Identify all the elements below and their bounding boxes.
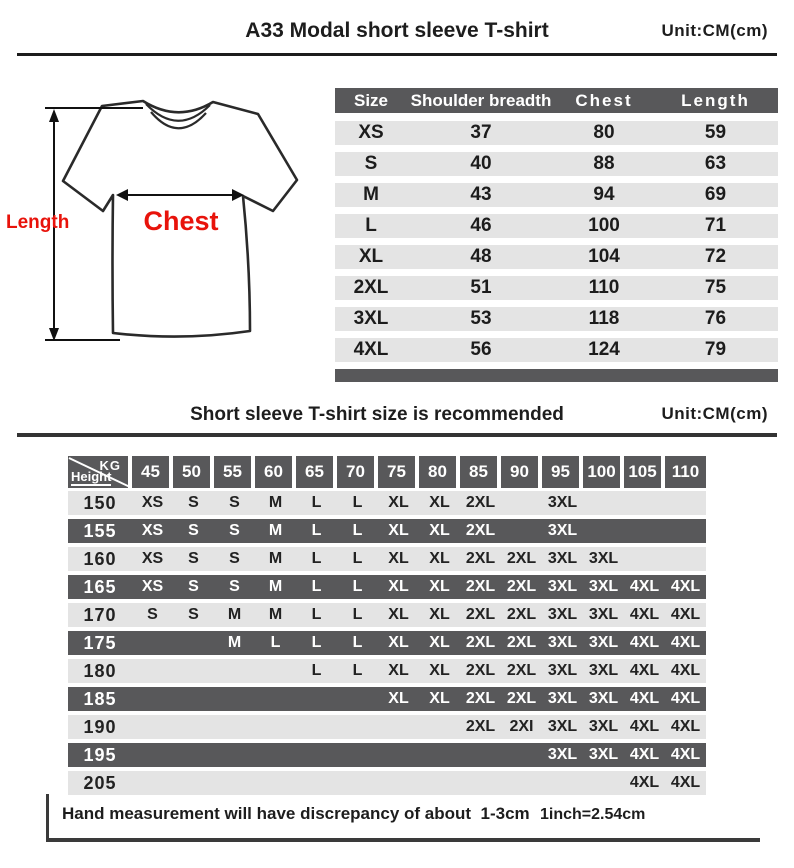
size-table-cell: 51 bbox=[470, 277, 492, 298]
matrix-cell: 2XL bbox=[465, 606, 496, 623]
size-table-row bbox=[335, 245, 778, 269]
matrix-cell: 3XL bbox=[588, 690, 619, 707]
matrix-corner-cell bbox=[68, 456, 132, 488]
matrix-cell: 3XL bbox=[588, 606, 619, 623]
matrix-cell: 2XL bbox=[506, 690, 537, 707]
size-table-body bbox=[335, 121, 778, 362]
matrix-cell: 2XL bbox=[506, 550, 537, 567]
size-table-cell: 88 bbox=[593, 153, 615, 174]
matrix-cell: L bbox=[311, 634, 322, 651]
height-cell: 155 bbox=[83, 520, 117, 541]
size-table-cell: 46 bbox=[470, 215, 492, 236]
height-cell: 185 bbox=[83, 688, 117, 709]
matrix-body bbox=[68, 491, 706, 795]
matrix-cell: 2XL bbox=[506, 662, 537, 679]
size-table-cell: 37 bbox=[470, 122, 492, 143]
matrix-cell: 4XL bbox=[670, 774, 701, 791]
matrix-cell: 2XL bbox=[506, 606, 537, 623]
weight-header-cell: 105 bbox=[624, 456, 665, 488]
matrix-cell: S bbox=[188, 578, 199, 595]
size-table-cell: 69 bbox=[704, 184, 727, 205]
size-table-cell: 94 bbox=[593, 184, 615, 205]
matrix-cell: XL bbox=[388, 690, 409, 707]
matrix-cell: S bbox=[229, 578, 240, 595]
weight-header-cell: 65 bbox=[296, 456, 337, 488]
size-table-row bbox=[335, 307, 778, 331]
weight-header-cell: 100 bbox=[583, 456, 624, 488]
matrix-cell: M bbox=[227, 606, 242, 623]
header-divider bbox=[17, 53, 777, 56]
matrix-cell: XL bbox=[388, 634, 409, 651]
mid-divider bbox=[17, 433, 777, 437]
matrix-cell: S bbox=[229, 522, 240, 539]
height-weight-matrix bbox=[68, 456, 706, 799]
matrix-row bbox=[68, 631, 706, 655]
matrix-cell: M bbox=[268, 606, 283, 623]
height-cell: 205 bbox=[83, 772, 117, 793]
matrix-cell: 3XL bbox=[547, 606, 578, 623]
matrix-cell: 3XL bbox=[547, 550, 578, 567]
size-table-cell: 40 bbox=[470, 153, 492, 174]
matrix-cell: L bbox=[352, 494, 363, 511]
matrix-cell: S bbox=[188, 606, 199, 623]
size-table bbox=[335, 88, 778, 382]
matrix-cell: S bbox=[147, 606, 158, 623]
footer-bracket-horizontal bbox=[46, 838, 760, 842]
matrix-cell: 3XL bbox=[588, 662, 619, 679]
matrix-cell: 4XL bbox=[670, 746, 701, 763]
size-table-cell: L bbox=[365, 215, 377, 236]
matrix-row bbox=[68, 519, 706, 543]
weight-header-cell: 95 bbox=[542, 456, 583, 488]
matrix-cell: 2XL bbox=[465, 550, 496, 567]
matrix-cell: 4XL bbox=[629, 746, 660, 763]
matrix-cell: XL bbox=[388, 494, 409, 511]
matrix-cell: L bbox=[352, 634, 363, 651]
size-table-cell: 71 bbox=[704, 215, 727, 236]
matrix-cell: S bbox=[229, 494, 240, 511]
matrix-cell: 3XL bbox=[547, 718, 578, 735]
matrix-cell: 3XL bbox=[588, 746, 619, 763]
matrix-cell: L bbox=[352, 550, 363, 567]
matrix-cell: 3XL bbox=[547, 522, 578, 539]
matrix-cell: 4XL bbox=[629, 774, 660, 791]
matrix-row bbox=[68, 491, 706, 515]
size-table-cell: 80 bbox=[593, 122, 615, 143]
matrix-weight-header bbox=[132, 456, 706, 488]
size-column-header: Chest bbox=[575, 90, 633, 110]
matrix-cell: L bbox=[270, 634, 281, 651]
weight-header-cell: 70 bbox=[337, 456, 378, 488]
matrix-cell: XL bbox=[429, 550, 450, 567]
matrix-cell: S bbox=[188, 494, 199, 511]
matrix-cell: XS bbox=[141, 522, 164, 539]
matrix-cell: XS bbox=[141, 550, 164, 567]
size-column-header: Size bbox=[353, 90, 389, 110]
unit-label-mid: Unit:CM(cm) bbox=[661, 404, 768, 423]
size-table-cell: 4XL bbox=[353, 339, 389, 360]
weight-header-cell: 80 bbox=[419, 456, 460, 488]
matrix-cell: 4XL bbox=[670, 718, 701, 735]
matrix-cell: XL bbox=[388, 550, 409, 567]
matrix-cell: 3XL bbox=[547, 494, 578, 511]
size-table-cell: 76 bbox=[704, 308, 727, 329]
size-table-cell: 110 bbox=[588, 277, 620, 298]
size-table-row bbox=[335, 183, 778, 207]
matrix-cell: 3XL bbox=[547, 634, 578, 651]
footer-bracket-vertical bbox=[46, 794, 49, 841]
measurement-note: Hand measurement will have discrepancy of about 1-3cm bbox=[62, 804, 530, 823]
weight-header-cell: 110 bbox=[665, 456, 706, 488]
recommendation-title: Short sleeve T-shirt size is recommended bbox=[190, 404, 564, 425]
size-table-cell: 100 bbox=[588, 215, 620, 236]
size-table-row bbox=[335, 276, 778, 300]
size-column-header: Length bbox=[681, 90, 750, 110]
size-table-footer-bar bbox=[335, 369, 778, 382]
matrix-cell: M bbox=[268, 522, 283, 539]
size-table-cell: 79 bbox=[704, 339, 727, 360]
weight-header-cell: 45 bbox=[132, 456, 173, 488]
matrix-cell: 4XL bbox=[670, 578, 701, 595]
matrix-cell: L bbox=[311, 522, 322, 539]
size-table-header bbox=[335, 88, 778, 113]
size-table-row bbox=[335, 152, 778, 176]
size-table-cell: S bbox=[364, 153, 378, 174]
height-cell: 150 bbox=[83, 492, 117, 513]
matrix-cell: L bbox=[311, 606, 322, 623]
size-table-cell: 56 bbox=[470, 339, 492, 360]
size-table-cell: 104 bbox=[588, 246, 620, 267]
matrix-cell: 3XL bbox=[588, 578, 619, 595]
weight-header-cell: 90 bbox=[501, 456, 542, 488]
matrix-cell: L bbox=[311, 550, 322, 567]
matrix-cell: 3XL bbox=[547, 578, 578, 595]
unit-label-top: Unit:CM(cm) bbox=[661, 21, 768, 40]
matrix-header bbox=[68, 456, 706, 488]
matrix-cell: L bbox=[311, 494, 322, 511]
matrix-cell: S bbox=[188, 550, 199, 567]
matrix-cell: XL bbox=[388, 606, 409, 623]
size-table-cell: 75 bbox=[704, 277, 727, 298]
matrix-cell: 2XL bbox=[465, 662, 496, 679]
size-table-cell: 3XL bbox=[353, 308, 389, 329]
inch-conversion: 1inch=2.54cm bbox=[540, 806, 646, 823]
size-table-cell: 118 bbox=[588, 308, 620, 329]
matrix-cell: XS bbox=[141, 494, 164, 511]
size-table-cell: XL bbox=[358, 246, 384, 267]
matrix-cell: M bbox=[227, 634, 242, 651]
matrix-cell: 2XL bbox=[465, 494, 496, 511]
matrix-cell: L bbox=[352, 606, 363, 623]
height-cell: 170 bbox=[83, 604, 117, 625]
size-table-cell: 72 bbox=[704, 246, 727, 267]
height-cell: 175 bbox=[83, 632, 117, 653]
size-table-row bbox=[335, 338, 778, 362]
matrix-row bbox=[68, 659, 706, 683]
tshirt-diagram bbox=[0, 85, 330, 385]
length-label: Length bbox=[6, 212, 70, 233]
weight-header-cell: 55 bbox=[214, 456, 255, 488]
matrix-cell: L bbox=[311, 578, 322, 595]
matrix-cell: 3XL bbox=[588, 718, 619, 735]
matrix-cell: XL bbox=[429, 494, 450, 511]
matrix-cell: 2XL bbox=[465, 634, 496, 651]
size-table-row bbox=[335, 214, 778, 238]
matrix-cell: M bbox=[268, 550, 283, 567]
matrix-cell: 4XL bbox=[670, 662, 701, 679]
matrix-cell: 4XL bbox=[629, 718, 660, 735]
matrix-cell: L bbox=[352, 578, 363, 595]
matrix-row bbox=[68, 743, 706, 767]
matrix-cell: 4XL bbox=[629, 662, 660, 679]
matrix-cell: L bbox=[352, 662, 363, 679]
height-cell: 165 bbox=[83, 576, 117, 597]
matrix-cell: M bbox=[268, 578, 283, 595]
matrix-cell: XL bbox=[388, 662, 409, 679]
matrix-cell: 2XI bbox=[509, 718, 534, 735]
weight-header-cell: 85 bbox=[460, 456, 501, 488]
matrix-cell: M bbox=[268, 494, 283, 511]
size-table-cell: 124 bbox=[588, 339, 620, 360]
size-table-cell: 59 bbox=[704, 122, 727, 143]
weight-header-cell: 60 bbox=[255, 456, 296, 488]
matrix-cell: XS bbox=[141, 578, 164, 595]
matrix-cell: XL bbox=[429, 662, 450, 679]
matrix-cell: L bbox=[311, 662, 322, 679]
matrix-row bbox=[68, 603, 706, 627]
matrix-cell: 4XL bbox=[629, 606, 660, 623]
matrix-row bbox=[68, 575, 706, 599]
matrix-cell: 4XL bbox=[629, 690, 660, 707]
height-cell: 180 bbox=[83, 660, 117, 681]
size-table-cell: 48 bbox=[470, 246, 492, 267]
matrix-cell: XL bbox=[388, 578, 409, 595]
corner-kg-label: KG bbox=[99, 458, 121, 473]
matrix-cell: 3XL bbox=[547, 746, 578, 763]
matrix-cell: 3XL bbox=[547, 662, 578, 679]
matrix-cell: XL bbox=[429, 606, 450, 623]
size-table-cell: XS bbox=[358, 122, 384, 143]
chest-label: Chest bbox=[143, 206, 219, 236]
matrix-cell: 4XL bbox=[670, 606, 701, 623]
size-table-cell: M bbox=[363, 184, 379, 205]
size-table-cell: 2XL bbox=[353, 277, 389, 298]
matrix-row bbox=[68, 547, 706, 571]
size-table-cell: 43 bbox=[470, 184, 492, 205]
size-table-cell: 53 bbox=[470, 308, 492, 329]
page-title: A33 Modal short sleeve T-shirt bbox=[245, 19, 549, 42]
matrix-cell: XL bbox=[388, 522, 409, 539]
matrix-cell: 3XL bbox=[588, 550, 619, 567]
height-cell: 195 bbox=[83, 744, 117, 765]
matrix-cell: 4XL bbox=[629, 634, 660, 651]
size-table-cell: 63 bbox=[704, 153, 727, 174]
height-cell: 190 bbox=[83, 716, 117, 737]
matrix-row bbox=[68, 771, 706, 795]
matrix-cell: XL bbox=[429, 690, 450, 707]
height-cell: 160 bbox=[83, 548, 117, 569]
matrix-cell: 3XL bbox=[547, 690, 578, 707]
size-table-row bbox=[335, 121, 778, 145]
matrix-cell: XL bbox=[429, 578, 450, 595]
matrix-cell: 2XL bbox=[465, 690, 496, 707]
matrix-cell: 2XL bbox=[465, 522, 496, 539]
matrix-cell: 2XL bbox=[506, 578, 537, 595]
corner-height-label: Height bbox=[71, 469, 112, 484]
matrix-row bbox=[68, 715, 706, 739]
matrix-cell: S bbox=[188, 522, 199, 539]
matrix-cell: XL bbox=[429, 522, 450, 539]
matrix-cell: 3XL bbox=[588, 634, 619, 651]
matrix-cell: 2XL bbox=[465, 578, 496, 595]
matrix-cell: L bbox=[352, 522, 363, 539]
matrix-cell: S bbox=[229, 550, 240, 567]
matrix-cell: XL bbox=[429, 634, 450, 651]
matrix-cell: 4XL bbox=[670, 634, 701, 651]
matrix-cell: 2XL bbox=[465, 718, 496, 735]
weight-header-cell: 75 bbox=[378, 456, 419, 488]
weight-header-cell: 50 bbox=[173, 456, 214, 488]
matrix-cell: 4XL bbox=[629, 578, 660, 595]
matrix-cell: 2XL bbox=[506, 634, 537, 651]
matrix-cell: 4XL bbox=[670, 690, 701, 707]
matrix-row bbox=[68, 687, 706, 711]
size-column-header: Shoulder breadth bbox=[410, 90, 552, 110]
